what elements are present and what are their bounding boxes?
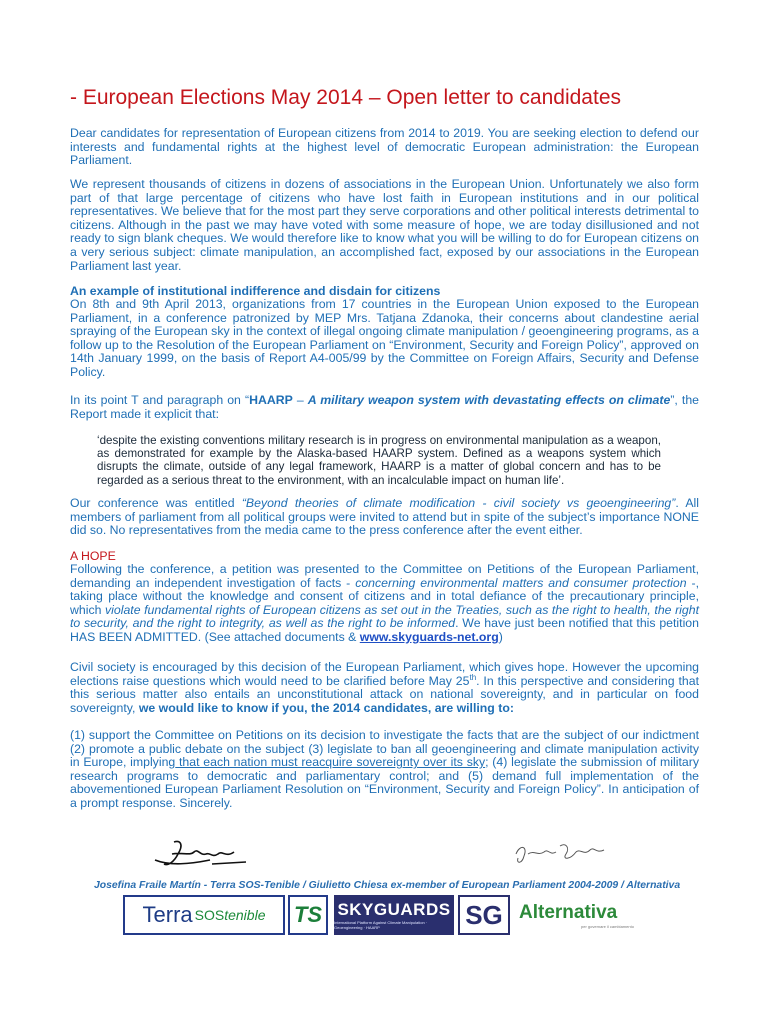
- elections-text-b: . In this perspective and considering that this serious matter also entails an unconstitutional attack on national sovereignty, and in particular on food sovereignty,: [70, 673, 699, 715]
- petition-text-c: . We have just been notified that this petition HAS BEEN ADMITTED. (See attached documents &: [70, 616, 699, 644]
- representation-paragraph: We represent thousands of citizens in dozens of associations in the European Union. Unfortunately we also form part of that large percentage of citizens who have lost faith in European institutions and in our political representatives. We believe that for the most part they serve corporations and other political interests detrimental to citizens. Although in the past we may have voted with some measure of hope, we are today disillusioned and not ready to sign blank cheques. We would therefore like to know what you will be willing to do for European citizens on a very serious subject: climate manipulation, an accomplished fact, exposed by our associations in the European Parliament last year.: [70, 177, 699, 273]
- skyguards-logo: SKYGUARDS International Platform Against Climate Manipulation · Geoengineering · HAARP: [334, 895, 454, 935]
- petition-text-a: Following the conference, a petition was presented to the Committee on Petitions of the European Parliament, demanding an independent investigation of facts -: [70, 562, 699, 590]
- elections-text-a: Civil society is encouraged by this decision of the European Parliament, which gives hope. However the upcoming elections raise questions which would need to be clarified before May 25: [70, 660, 699, 688]
- conf-tail: . All members of parliament from all political groups were invited to attend but in spite of the subject’s importance NONE did so. No representatives from the media came to the press conference after the event either.: [70, 496, 699, 538]
- petition-text-d: ): [498, 629, 503, 644]
- haarp-close-quote: ”: [670, 393, 675, 407]
- haarp-paragraph: [70, 394, 699, 421]
- ordinal-suffix: th: [469, 672, 477, 682]
- sg-logo: SG: [458, 895, 510, 935]
- petition-text-b: -, taking place without the knowledge and consent of citizens and in total defiance of the precautionary principle, which: [70, 575, 699, 617]
- haarp-term: HAARP: [249, 393, 293, 407]
- letter-title: - European Elections May 2014 – Open letter to candidates: [70, 86, 622, 109]
- intro-paragraph: Dear candidates for representation of European citizens from 2014 to 2019. You are seeking election to defend our interests and fundamental rights at the highest level of democratic European administration: the European Parliament.: [70, 126, 699, 168]
- terra-sostenible-logo: Terra SOS tenible: [123, 895, 285, 935]
- demands-underlined: that each nation must reacquire sovereignty over its sky: [175, 755, 486, 770]
- demands-text-b: ; (4) legislate the submission of military research programs to democratic and parliamentary control; and (5) demand full implementation of the abovementioned European Parliament Resolution on “Environment, Security and Foreign Policy”. In anticipation of a prompt response. Sincerely.: [70, 755, 699, 810]
- elections-question: we would like to know if you, the 2014 candidates, are willing to:: [138, 700, 514, 715]
- section-heading-indifference: An example of institutional indifference and disdain for citizens: [70, 284, 441, 298]
- haarp-tail: , the Report made it explicit that:: [70, 393, 699, 421]
- report-quote: ‘despite the existing conventions military research is in progress on environmental manipulation as a weapon, as demonstrated for example by the Alaska-based HAARP system. Defined as a weapons system which disrupts the climate, outside of any legal framework, HAARP is a matter of global concern and has to be regarded as a serious threat to the environment, with an incalculable impact on human life’.: [97, 434, 661, 487]
- alternativa-logo: Alternativa per governare il cambiamento: [519, 895, 659, 935]
- elections-paragraph: [70, 661, 699, 715]
- signature-giulietto: [510, 838, 610, 868]
- demands-paragraph: [70, 729, 699, 811]
- ts-logo: TS: [288, 895, 328, 935]
- conf-lead: Our conference was entitled: [70, 496, 242, 510]
- signature-josefina: [150, 836, 250, 872]
- conf-title: “Beyond theories of climate modification - civil society vs geoengineering”: [241, 496, 676, 510]
- haarp-lead: In its point T and paragraph on “: [70, 393, 250, 407]
- petition-paragraph: [70, 563, 699, 645]
- section-heading-hope: A HOPE: [70, 549, 116, 563]
- demands-text-a: (1) support the Committee on Petitions on its decision to investigate the facts that are the subject of our indictment (2) promote a public debate on the subject (3) legislate to ban all geoengineering and climate manipulation activity in Europe, implying: [70, 728, 699, 770]
- haarp-report-title: A military weapon system with devastating effects on climate: [307, 393, 671, 407]
- haarp-dash: –: [292, 393, 308, 407]
- skyguards-link[interactable]: www.skyguards-net.org: [359, 629, 499, 644]
- conference-title-paragraph: [70, 497, 699, 538]
- petition-italic-2: violate fundamental rights of European citizens as set out in the Treaties, such as the right to health, the right to security, and the right to integrity, as well as the right to be informed: [70, 602, 699, 631]
- signers-line: Josefina Fraile Martín - Terra SOS-Tenible / Giulietto Chiesa ex-member of European Parliament 2004-2009 / Alternativa: [94, 880, 681, 891]
- conference-paragraph: On 8th and 9th April 2013, organizations from 17 countries in the European Union exposed to the European Parliament, in a conference patronized by MEP Mrs. Tatjana Zdanoka, their concerns about clandestine aerial spraying of the European sky in the context of illegal ongoing climate manipulation / geoengineering programs, as a follow up to the Resolution of the European Parliament on “Environment, Security and Foreign Policy”, approved on 14th January 1999, on the basis of Report A4-005/99 by the Committee on Foreign Affairs, Security and Defense Policy.: [70, 297, 699, 379]
- petition-italic-1: concerning environmental matters and consumer protection: [355, 575, 687, 590]
